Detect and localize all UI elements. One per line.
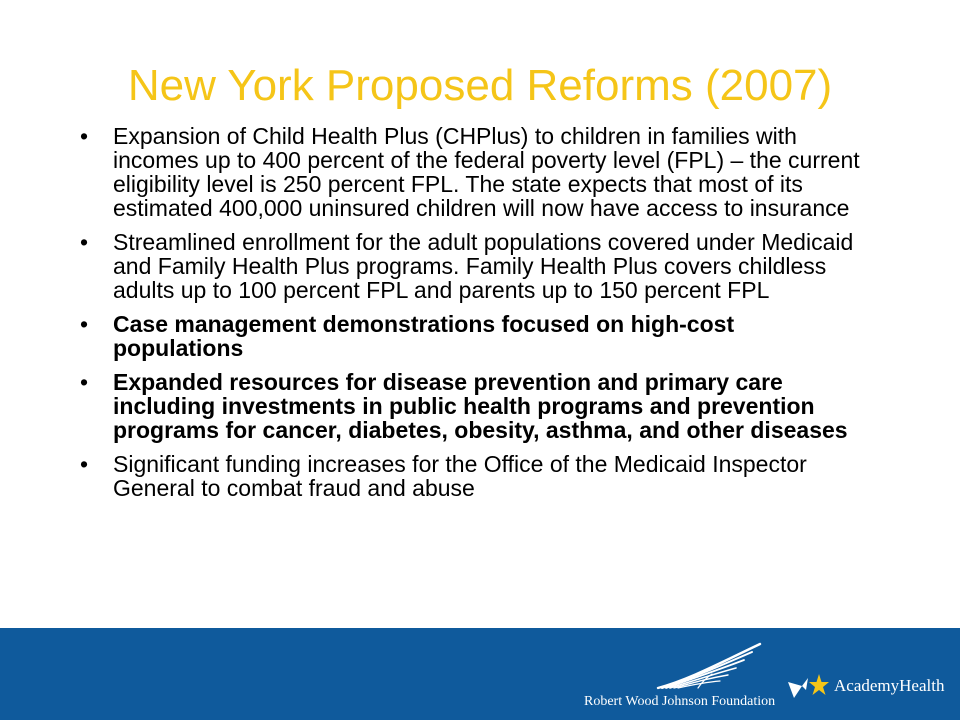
- bullet-text: Case management demonstrations focused on high-cost populations: [113, 311, 735, 361]
- slide-title: New York Proposed Reforms (2007): [127, 61, 833, 110]
- bullet-item: [80, 312, 870, 360]
- academyhealth-star-icon: [786, 672, 830, 702]
- bullet-item: [80, 230, 870, 302]
- footer-bar: [0, 628, 960, 720]
- academyhealth-logo-text: AcademyHealth: [834, 676, 945, 695]
- rwjf-wing-icon: [648, 642, 768, 690]
- bullet-list: [80, 124, 870, 510]
- rwjf-logo-text: Robert Wood Johnson Foundation: [584, 694, 776, 709]
- bullet-item: [80, 370, 870, 442]
- bullet-item: [80, 452, 870, 500]
- bullet-text: Expansion of Child Health Plus (CHPlus) to children in families with incomes up to 400 percent of the federal poverty level (FPL) – the current eligibility level is 250 percent FPL. The state expects that most of its estimated 400,000 uninsured children will now have access to insurance: [113, 123, 860, 221]
- bullet-marker: •: [80, 451, 89, 477]
- rwjf-logo: [584, 642, 784, 710]
- bullet-text: Expanded resources for disease prevention and primary care including investments in public health programs and prevention programs for cancer, diabetes, obesity, asthma, and other diseases: [113, 369, 848, 443]
- bullet-marker: •: [80, 229, 89, 255]
- bullet-marker: •: [80, 311, 89, 337]
- bullet-marker: •: [80, 369, 89, 395]
- bullet-text: Significant funding increases for the Office of the Medicaid Inspector General to combat fraud and abuse: [113, 451, 807, 501]
- bullet-marker: •: [80, 123, 89, 149]
- bullet-item: [80, 124, 870, 220]
- academyhealth-logo: [786, 672, 946, 702]
- bullet-text: Streamlined enrollment for the adult populations covered under Medicaid and Family Health Plus programs. Family Health Plus covers childless adults up to 100 percent FPL and parents up to 150 percent FPL: [113, 229, 854, 303]
